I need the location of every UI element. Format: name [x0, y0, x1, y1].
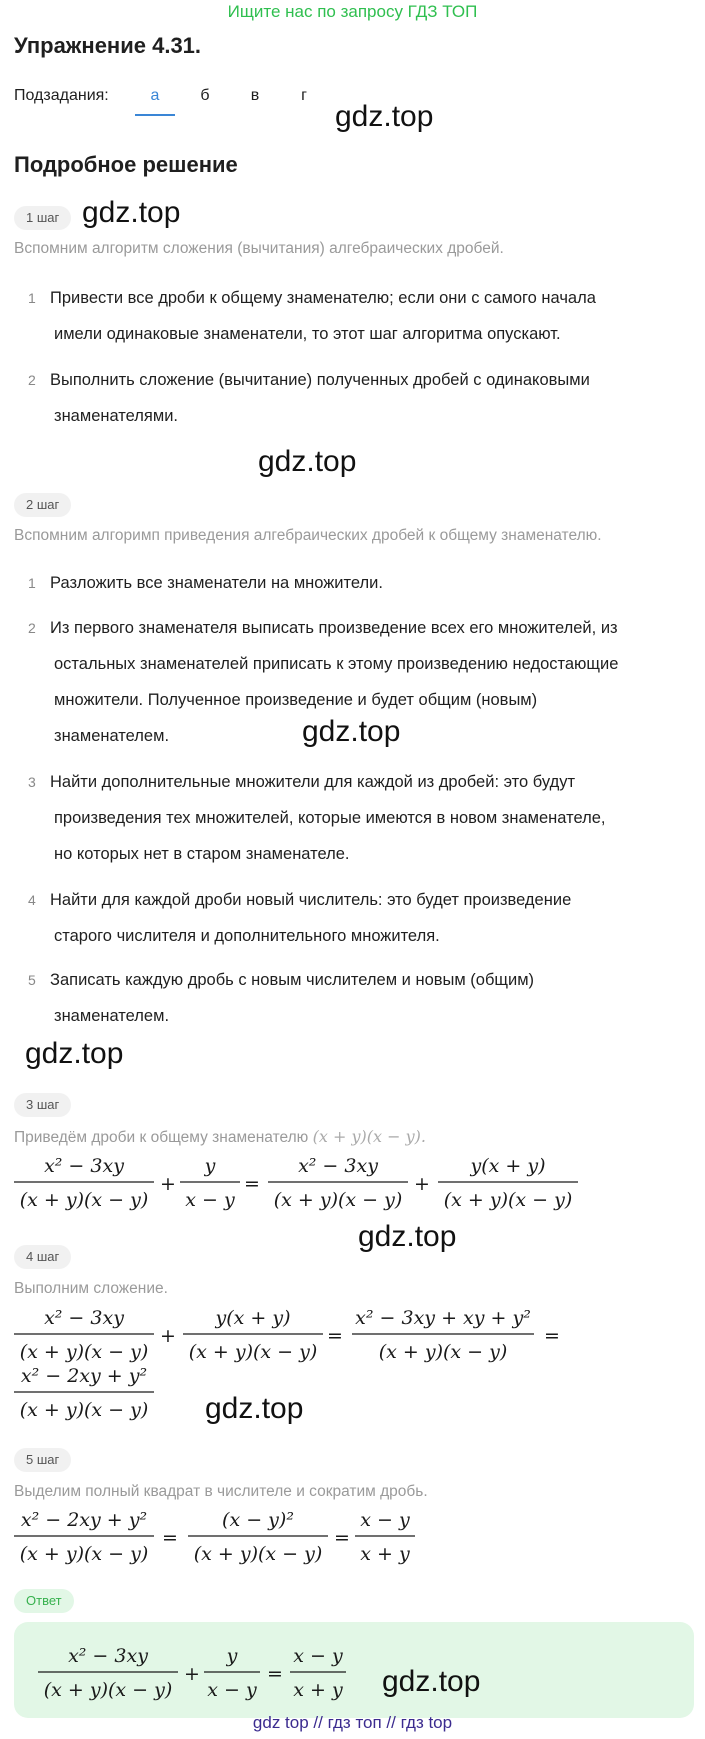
- item-number: 1: [28, 290, 36, 306]
- fraction-numerator: (x − y)²: [222, 1509, 294, 1531]
- answer-badge: Ответ: [14, 1589, 74, 1613]
- fraction-denominator: (x + y)(x − y): [43, 1679, 173, 1701]
- step-4-badge: 4 шаг: [14, 1245, 71, 1269]
- formula-step-5: [0, 1504, 705, 1572]
- fraction-denominator: x + y: [360, 1543, 410, 1565]
- equals-sign: =: [162, 1527, 178, 1549]
- fraction-denominator: x + y: [293, 1679, 343, 1701]
- plus-sign: +: [160, 1173, 176, 1195]
- watermark: gdz.top: [382, 1665, 481, 1698]
- watermark: gdz.top: [25, 1037, 124, 1070]
- fraction-denominator: (x + y)(x − y): [19, 1399, 149, 1421]
- item-text: остальных знаменателей приписать к этому произведению недостающие: [54, 655, 619, 673]
- list-item: [28, 280, 698, 352]
- item-number: 5: [28, 972, 36, 988]
- equals-sign: =: [244, 1173, 260, 1195]
- page-title: Упражнение 4.31.: [14, 33, 202, 58]
- fraction-denominator: (x + y)(x − y): [19, 1341, 149, 1363]
- tab-a[interactable]: а: [150, 87, 160, 104]
- formula-step-4: [0, 1302, 705, 1422]
- item-number: 2: [28, 620, 36, 636]
- plus-sign: +: [184, 1663, 200, 1685]
- watermark: gdz.top: [302, 715, 401, 748]
- active-tab-indicator: [135, 114, 175, 116]
- item-number: 4: [28, 892, 36, 908]
- fraction-numerator: y(x + y): [470, 1155, 546, 1177]
- tab-g[interactable]: г: [301, 87, 307, 104]
- equals-sign: =: [544, 1325, 560, 1347]
- step-2-hint: Вспомним алгоримп приведения алгебраических дробей к общему знаменателю.: [14, 527, 602, 544]
- fraction-numerator: x² − 2xy + y²: [20, 1509, 148, 1531]
- item-number: 1: [28, 575, 36, 591]
- search-banner: Ищите нас по запросу ГДЗ ТОП: [227, 2, 478, 21]
- subtasks-label: Подзадания:: [14, 87, 109, 104]
- watermark: gdz.top: [205, 1392, 304, 1425]
- fraction-numerator: y(x + y): [215, 1307, 291, 1329]
- item-text: но которых нет в старом знаменателе.: [54, 845, 350, 863]
- fraction-numerator: y: [226, 1645, 238, 1667]
- fraction-denominator: x − y: [207, 1679, 257, 1701]
- item-text: Привести все дроби к общему знаменателю; если они с самого начала: [50, 289, 596, 307]
- item-text: Из первого знаменателя выписать произведение всех его множителей, из: [50, 619, 618, 637]
- list-item: [28, 362, 698, 434]
- step-1-hint: Вспомним алгоритм сложения (вычитания) алгебраических дробей.: [14, 240, 504, 257]
- fraction-denominator: (x + y)(x − y): [188, 1341, 318, 1363]
- step-4-hint: Выполним сложение.: [14, 1280, 168, 1297]
- fraction-denominator: (x + y)(x − y): [378, 1341, 508, 1363]
- section-title: Подробное решение: [14, 152, 238, 177]
- item-text: множители. Полученное произведение и будет общим (новым): [54, 691, 538, 709]
- footer-links: gdz top // гдз топ // гдз top: [252, 1713, 453, 1732]
- equals-sign: =: [334, 1527, 350, 1549]
- step-3-hint: [14, 1127, 426, 1147]
- item-text: произведения тех множителей, которые имеются в новом знаменателе,: [54, 809, 606, 827]
- fraction-numerator: x² − 3xy: [298, 1155, 378, 1177]
- item-number: 3: [28, 774, 36, 790]
- item-text: Найти дополнительные множители для каждой из дробей: это будут: [50, 773, 576, 791]
- watermark: gdz.top: [358, 1220, 457, 1253]
- item-text: знаменателем.: [54, 727, 170, 745]
- step-5-hint: Выделим полный квадрат в числителе и сократим дробь.: [14, 1483, 428, 1500]
- item-number: 2: [28, 372, 36, 388]
- tab-b[interactable]: б: [200, 87, 210, 104]
- item-text: Найти для каждой дроби новый числитель: это будет произведение: [50, 891, 572, 909]
- item-text: старого числителя и дополнительного множителя.: [54, 927, 440, 945]
- step-3-badge: 3 шаг: [14, 1093, 71, 1117]
- equals-sign: =: [327, 1325, 343, 1347]
- item-text: Разложить все знаменатели на множители.: [50, 574, 383, 592]
- fraction-numerator: y: [204, 1155, 216, 1177]
- fraction-denominator: x − y: [185, 1189, 235, 1211]
- plus-sign: +: [414, 1173, 430, 1195]
- hint-text: Приведём дроби к общему знаменателю: [14, 1129, 309, 1146]
- fraction-denominator: (x + y)(x − y): [273, 1189, 403, 1211]
- fraction-numerator: x² − 3xy: [68, 1645, 148, 1667]
- equals-sign: =: [267, 1663, 283, 1685]
- watermark: gdz.top: [258, 445, 357, 478]
- formula-answer: [0, 1640, 705, 1708]
- watermark: gdz.top: [335, 100, 434, 133]
- fraction-numerator: x² − 3xy: [44, 1307, 124, 1329]
- fraction-denominator: (x + y)(x − y): [19, 1189, 149, 1211]
- list-item: [28, 882, 698, 954]
- step-2-badge: 2 шаг: [14, 493, 71, 517]
- tab-v[interactable]: в: [250, 87, 260, 104]
- fraction-denominator: (x + y)(x − y): [443, 1189, 573, 1211]
- fraction-numerator: x² − 3xy: [44, 1155, 124, 1177]
- step-1-badge: 1 шаг: [14, 206, 71, 230]
- item-text: знаменателями.: [54, 407, 179, 425]
- item-text: Записать каждую дробь с новым числителем и новым (общим): [50, 971, 535, 989]
- fraction-numerator: x − y: [360, 1509, 410, 1531]
- step-5-badge: 5 шаг: [14, 1448, 71, 1472]
- fraction-numerator: x² − 2xy + y²: [20, 1365, 148, 1387]
- fraction-denominator: (x + y)(x − y): [193, 1543, 323, 1565]
- formula-step-3: [0, 1150, 705, 1218]
- item-text: Выполнить сложение (вычитание) полученных дробей с одинаковыми: [50, 371, 590, 389]
- plus-sign: +: [160, 1325, 176, 1347]
- watermark: gdz.top: [82, 196, 181, 229]
- item-text: знаменателем.: [54, 1007, 170, 1025]
- list-item: [28, 565, 698, 601]
- fraction-numerator: x² − 3xy + xy + y²: [355, 1307, 531, 1329]
- item-text: имели одинаковые знаменатели, то этот шаг алгоритма опускают.: [54, 325, 561, 343]
- fraction-denominator: (x + y)(x − y): [19, 1543, 149, 1565]
- fraction-numerator: x − y: [293, 1645, 343, 1667]
- hint-math: (x + y)(x − y).: [312, 1127, 426, 1146]
- list-item: [28, 962, 698, 1034]
- list-item: [28, 764, 698, 872]
